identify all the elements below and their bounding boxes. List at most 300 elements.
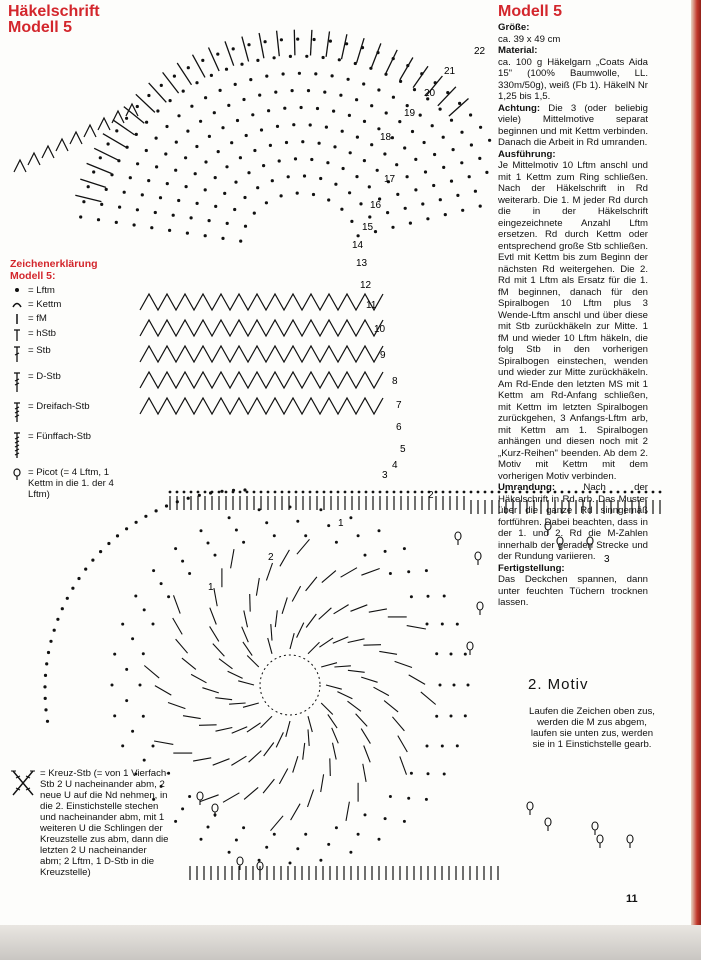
rounding-dot [66, 597, 69, 600]
spiral-dot [214, 554, 217, 557]
border-dot [414, 491, 417, 494]
legend-label: = Lftm [28, 285, 55, 296]
spiral-stitch [356, 714, 368, 727]
chain-dot [406, 104, 409, 107]
spiral-dot [467, 684, 470, 687]
border-dot [288, 491, 291, 494]
spiral-stitch [282, 597, 287, 613]
size-value: ca. 39 x 49 cm [498, 33, 561, 45]
rounding-dot [84, 568, 87, 571]
spiral-stitch [271, 816, 284, 831]
chain-dot [123, 191, 126, 194]
chain-dot [354, 62, 357, 65]
chain-dot [147, 179, 150, 182]
spiral-stitch [182, 658, 196, 669]
chain-dot [126, 146, 129, 149]
quint-icon [10, 431, 24, 459]
rounding-dot [155, 509, 158, 512]
spiral-stitch [326, 685, 342, 689]
legend-label: = hStb [28, 328, 57, 339]
chain-dot [236, 119, 239, 122]
spiral-stitch [346, 802, 349, 821]
spiral-dot [181, 560, 184, 563]
chain-dot [470, 143, 473, 146]
chain-dot [147, 94, 150, 97]
chain-dot [355, 98, 358, 101]
border-dot [463, 491, 466, 494]
chain-dot [175, 141, 178, 144]
row-label-6: 6 [396, 422, 402, 433]
row-label-8: 8 [392, 376, 398, 387]
chain-dot [107, 142, 110, 145]
spiral-stitch [361, 677, 377, 682]
border-dot [386, 491, 389, 494]
chain-dot [115, 221, 118, 224]
spiral-stitch [303, 743, 305, 760]
spiral-stitch [249, 751, 262, 763]
spiral-dot [464, 714, 467, 717]
spiral-stitch [337, 692, 352, 699]
spiral-stitch [322, 571, 336, 583]
legend-label: = Kettm [28, 299, 62, 310]
chain-dot [414, 158, 417, 161]
spiral-stitch [321, 774, 324, 792]
chain-dot [274, 91, 277, 94]
border-dot [176, 491, 179, 494]
spiral-dot [152, 745, 155, 748]
chain-dot [256, 59, 259, 62]
chain-dot [225, 68, 228, 71]
spiral-stitch [297, 539, 310, 554]
row-label-2: 2 [428, 490, 434, 501]
chain-dot [280, 194, 283, 197]
border-dot [400, 491, 403, 494]
spiral-dot [441, 623, 444, 626]
chain-dot [136, 105, 139, 108]
chain-dot [348, 191, 351, 194]
spiral-dot [357, 833, 360, 836]
spiral-dot [265, 846, 268, 849]
chain-dot [460, 161, 463, 164]
spiral-stitch [213, 644, 225, 657]
chain-dot [313, 38, 316, 41]
symbol-legend [10, 258, 130, 500]
spiral-stitch [231, 756, 246, 765]
spiral-dot [403, 547, 406, 550]
chain-dot [439, 198, 442, 201]
rounding-dot [44, 674, 47, 677]
legend-label: = Stb [28, 345, 51, 356]
chain-dot [232, 47, 235, 50]
spiral-dot [335, 826, 338, 829]
spiral-stitch [154, 741, 173, 744]
rounding-dot [165, 504, 168, 507]
page-edge-bottom [0, 925, 701, 960]
legend-item-chain [10, 285, 130, 296]
chain-dot [325, 126, 328, 129]
chain-dot [399, 80, 402, 83]
spiral-dot [121, 744, 124, 747]
zigzag-row [140, 346, 383, 362]
row-label-22: 22 [474, 46, 486, 57]
chain-dot [156, 109, 159, 112]
motif-title: 2. Motiv [528, 676, 589, 693]
spiral-dot [443, 595, 446, 598]
spiral-stitch [369, 609, 387, 612]
slip-stitch-icon [10, 299, 24, 309]
chain-dot [289, 55, 292, 58]
chain-dot [309, 123, 312, 126]
spiral-dot [143, 608, 146, 611]
chain-dot [363, 159, 366, 162]
border-dot [309, 491, 312, 494]
spiral-stitch [213, 759, 230, 766]
spiral-stitch [395, 661, 412, 667]
chain-dot [339, 94, 342, 97]
chain-dot [423, 141, 426, 144]
zigzag-row [140, 372, 383, 388]
material-text: ca. 100 g Häkelgarn „Coats Aida 15" (100% Baumwolle, LL. 330m/50g), weiß (Fb 1). HäkelN Nr 1,25 bis 1,5. [498, 56, 648, 102]
chain-dot [474, 190, 477, 193]
chain-dot [269, 144, 272, 147]
border-dot [491, 491, 494, 494]
border-dot [393, 491, 396, 494]
chain-dot [160, 84, 163, 87]
chain-dot [264, 40, 267, 43]
spiral-stitch [384, 701, 398, 712]
stitch-rib [177, 63, 191, 85]
chain-dot [377, 88, 380, 91]
spiral-stitch [392, 717, 404, 731]
finishing-text: Das Deckchen spannen, dann unter feuchten Tüchern trocknen lassen. [498, 574, 648, 608]
chain-dot [226, 222, 229, 225]
stitch-rib [386, 50, 397, 73]
chain-dot [338, 58, 341, 61]
chain-dot [421, 202, 424, 205]
chain-dot [356, 136, 359, 139]
spiral-dot [389, 795, 392, 798]
stitch-rib [326, 31, 329, 56]
spiral-stitch [202, 688, 218, 693]
spiral-stitch [286, 721, 290, 737]
spiral-dot [235, 839, 238, 842]
legend-label: = Fünffach-Stb [28, 431, 92, 442]
chain-dot [291, 89, 294, 92]
spiral-stitch [264, 743, 274, 757]
border-text: Nach der Häkelschrift in Rd arb. Das Muster über die ganze Rd sinngemäß fortführen. Dabei beachten, dass in der 1. und 2. Rd die M-Zahlen innerhalb der geraden Strecke und der Rundung variieren. [498, 482, 648, 562]
spiral-stitch [308, 790, 314, 807]
spiral-stitch [261, 716, 273, 728]
border-dot [407, 491, 410, 494]
picot [597, 835, 603, 848]
spiral-stitch [243, 642, 252, 656]
motif-ring [260, 655, 320, 715]
spiral-stitch [228, 671, 243, 678]
spiral-dot [142, 652, 145, 655]
chain-dot [195, 145, 198, 148]
spiral-dot [143, 759, 146, 762]
spiral-dot [134, 595, 137, 598]
instructions-column [498, 22, 648, 609]
chain-dot [249, 78, 252, 81]
chain-dot [368, 215, 371, 218]
spiral-dot [289, 506, 292, 509]
motif-label-3: 3 [604, 554, 610, 565]
spiral-stitch [306, 577, 317, 591]
chain-dot [314, 72, 317, 75]
chain-dot [117, 159, 120, 162]
spiral-stitch [229, 703, 246, 704]
chain-dot [479, 126, 482, 129]
chain-dot [359, 202, 362, 205]
chain-dot [240, 63, 243, 66]
chain-dot [376, 51, 379, 54]
spiral-stitch [334, 605, 349, 614]
chain-dot [253, 212, 256, 215]
border-dot [183, 491, 186, 494]
border-dot [449, 491, 452, 494]
spiral-stitch [215, 698, 232, 700]
legend-item-sc [10, 313, 130, 325]
chain-dot [219, 89, 222, 92]
chain-dot [186, 232, 189, 235]
row-label-3: 3 [382, 470, 388, 481]
picot-icon [10, 467, 24, 481]
cross-stitch-icon [10, 768, 36, 878]
stitch-rib [438, 87, 456, 106]
chain-dot [234, 181, 237, 184]
border-dot [659, 491, 662, 494]
spiral-stitch [199, 725, 217, 726]
chain-dot [432, 184, 435, 187]
spiral-dot [152, 623, 155, 626]
spiral-dot [364, 554, 367, 557]
spiral-dot [319, 508, 322, 511]
spiral-dot [188, 795, 191, 798]
chain-dot [403, 146, 406, 149]
rounding-dot [43, 685, 46, 688]
chain-dot [105, 188, 108, 191]
chain-dot [196, 202, 199, 205]
chain-dot [247, 43, 250, 46]
chain-dot [164, 152, 167, 155]
chain-dot [294, 157, 297, 160]
spiral-dot [200, 838, 203, 841]
cross-stitch-legend [10, 768, 170, 878]
chain-dot [434, 81, 437, 84]
spiral-stitch [308, 716, 312, 732]
spiral-dot [425, 798, 428, 801]
chain-dot [370, 104, 373, 107]
chain-dot [214, 176, 217, 179]
spiral-stitch [232, 727, 248, 734]
spiral-stitch [266, 563, 272, 580]
spiral-stitch [364, 746, 371, 763]
chain-dot [409, 222, 412, 225]
spiral-dot [453, 684, 456, 687]
scallop [98, 118, 110, 130]
chain-dot [322, 56, 325, 59]
spiral-dot [403, 820, 406, 823]
stitch-rib [294, 30, 295, 56]
spiral-stitch [398, 736, 408, 752]
border-dot [211, 491, 214, 494]
spiral-dot [131, 730, 134, 733]
spiral-stitch [214, 588, 217, 606]
spiral-stitch [319, 638, 333, 647]
stitch-rib [449, 99, 469, 117]
chain-dot [444, 213, 447, 216]
border-block [498, 482, 648, 563]
chain-dot [165, 125, 168, 128]
chain-dot [208, 219, 211, 222]
spiral-dot [273, 534, 276, 537]
spiral-stitch [155, 686, 171, 696]
chain-dot [460, 131, 463, 134]
border-dot [337, 491, 340, 494]
chain-dot [168, 229, 171, 232]
chain-dot [342, 167, 345, 170]
chain-dot [145, 149, 148, 152]
chain-dot [243, 196, 246, 199]
chain-dot [442, 166, 445, 169]
spiral-dot [327, 524, 330, 527]
chain-dot [305, 55, 308, 58]
border-dot [330, 491, 333, 494]
spiral-stitch [421, 692, 436, 705]
chain-dot [239, 156, 242, 159]
chain-dot [172, 214, 175, 217]
spiral-dot [188, 572, 191, 575]
spiral-stitch [361, 729, 370, 744]
chain-dot [253, 149, 256, 152]
chain-dot [204, 96, 207, 99]
chain-dot [414, 188, 417, 191]
spiral-dot [327, 843, 330, 846]
chain-dot [280, 38, 283, 41]
chain-dot [327, 198, 330, 201]
chain-dot [285, 141, 288, 144]
spiral-dot [410, 595, 413, 598]
chain-dot [413, 88, 416, 91]
chain-dot [298, 72, 301, 75]
chain-dot [345, 42, 348, 45]
spiral-dot [121, 623, 124, 626]
chain-dot [310, 158, 313, 161]
spiral-dot [207, 826, 210, 829]
chain-dot [478, 157, 481, 160]
chain-dot [265, 201, 268, 204]
spiral-dot [426, 623, 429, 626]
chain-dot [376, 169, 379, 172]
rounding-dot [91, 559, 94, 562]
chart-title-line-1: Häkelschrift [8, 3, 100, 20]
chain-dot [469, 113, 472, 116]
legend-item-picot [10, 467, 130, 500]
spiral-dot [364, 813, 367, 816]
chart-title [8, 4, 100, 36]
spiral-stitch [256, 578, 259, 596]
row-label-20: 20 [424, 88, 436, 99]
chain-dot [334, 183, 337, 186]
chain-dot [265, 75, 268, 78]
spiral-dot [456, 744, 459, 747]
chain-dot [135, 133, 138, 136]
hdc-icon [10, 328, 24, 342]
rounding-dot [135, 521, 138, 524]
rounding-dot [56, 618, 59, 621]
spiral-stitch [306, 614, 316, 628]
chain-dot [223, 192, 226, 195]
chain-dot [145, 121, 148, 124]
rounding-dot [116, 534, 119, 537]
chain-dot [347, 78, 350, 81]
row-label-17: 17 [384, 174, 396, 185]
scallop [84, 125, 96, 137]
tr-icon [10, 371, 24, 393]
chain-dot [267, 109, 270, 112]
stitch-rib [342, 34, 347, 59]
chain-dot [392, 96, 395, 99]
spiral-dot [113, 714, 116, 717]
row-label-7: 7 [396, 400, 402, 411]
chain-dot [230, 141, 233, 144]
cross-stitch-text: = Kreuz-Stb (= von 1 Vierfach-Stb 2 U nacheinander abm, 2 neue U auf die Nd nehmen, in die 2. Einstichstelle stechen und nacheinander abm, mit 1 weiteren U die Schlingen der Kreuzstelle zus abm, dann die letzten 2 U nacheinander abm; 2 Lftm, 1 D-Stb in die Kreuzstelle) [40, 768, 170, 878]
chain-dot [316, 107, 319, 110]
chain-dot [282, 72, 285, 75]
chain-dot [296, 192, 299, 195]
border-label: Umrandung: [498, 482, 556, 493]
border-dot [246, 491, 249, 494]
chain-dot [136, 162, 139, 165]
chain-dot [296, 38, 299, 41]
spiral-stitch [328, 714, 337, 728]
chain-dot [204, 188, 207, 191]
chain-dot [129, 176, 132, 179]
spiral-stitch [308, 729, 309, 746]
spiral-dot [439, 684, 442, 687]
chain-dot [214, 205, 217, 208]
legend-item-quint [10, 431, 130, 459]
chain-dot [234, 83, 237, 86]
row-label-4: 4 [392, 460, 398, 471]
spiral-stitch [361, 569, 379, 576]
row-label-19: 19 [404, 108, 416, 119]
chain-dot [141, 193, 144, 196]
spiral-dot [258, 859, 261, 862]
picot [545, 818, 551, 831]
spiral-dot [273, 833, 276, 836]
chain-dot [303, 174, 306, 177]
chain-dot [326, 161, 329, 164]
chain-dot [292, 123, 295, 126]
rounding-dot [77, 577, 80, 580]
spiral-stitch [308, 642, 320, 654]
spiral-stitch [174, 595, 181, 613]
chain-dot [398, 120, 401, 123]
finishing-label: Fertigstellung: [498, 562, 565, 574]
chain-dot [456, 194, 459, 197]
picot [197, 792, 203, 805]
chain-dot [446, 91, 449, 94]
chain-dot [190, 216, 193, 219]
chain-dot [300, 106, 303, 109]
row-label-15: 15 [362, 222, 374, 233]
chain-dot [115, 129, 118, 132]
spiral-stitch [243, 703, 259, 707]
spiral-stitch [334, 666, 351, 667]
chain-dot [173, 75, 176, 78]
